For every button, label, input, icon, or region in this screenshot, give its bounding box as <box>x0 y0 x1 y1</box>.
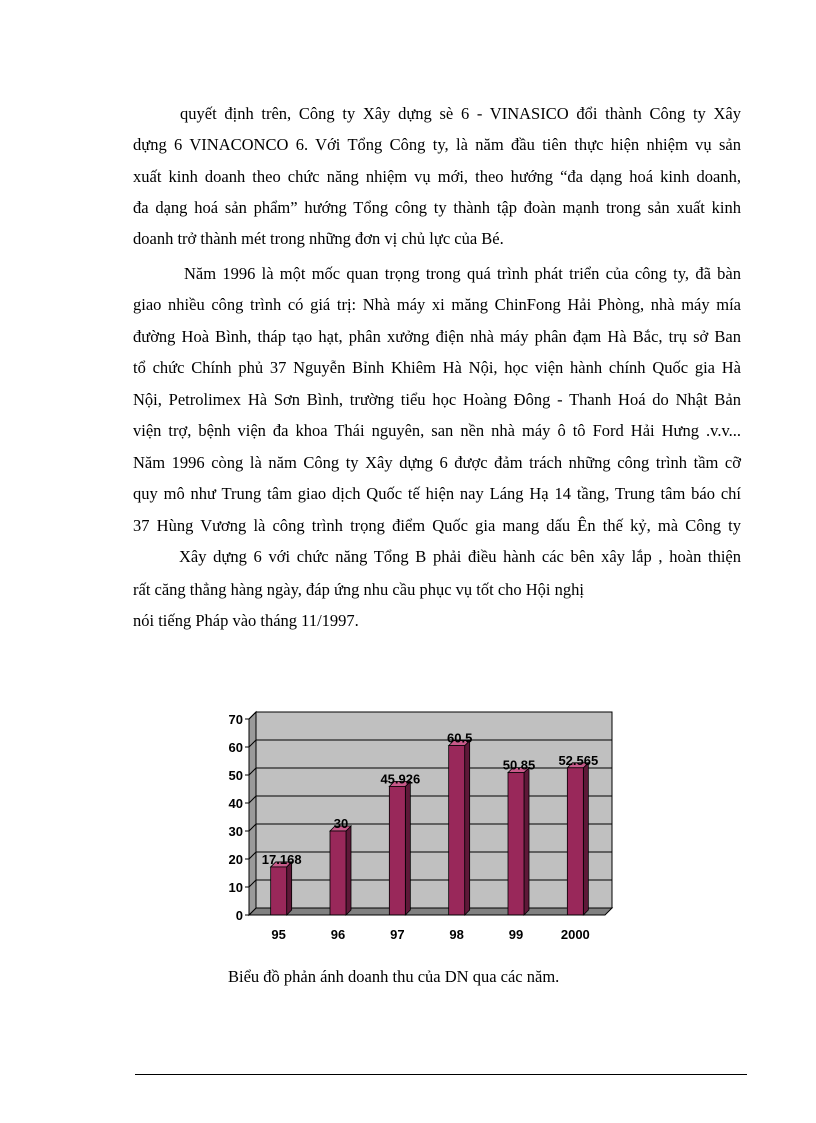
paragraph-line: xuất kinh doanh theo chức năng nhiệm vụ mới, theo hướng “đa dạng hoá kinh doanh, <box>133 167 741 186</box>
paragraph-line: Năm 1996 còng là năm Công ty Xây dựng 6 được đảm trách những công trình tầm cỡ <box>133 453 741 472</box>
x-tick-label: 95 <box>271 927 286 942</box>
paragraph-line: 37 Hùng Vương là công trình trọng điểm Quốc gia mang dấu Ên thế kỷ, mà Công ty <box>133 516 741 535</box>
plot-area <box>249 712 612 915</box>
footer-rule <box>135 1074 747 1075</box>
data-label: 50.85 <box>502 757 536 773</box>
x-axis-tick-labels <box>271 927 589 942</box>
paragraph-line: đường Hoà Bình, tháp tạo hạt, phân xưởng điện nhà máy phân đạm Hà Bắc, trụ sở Ban <box>133 327 741 346</box>
data-label: 60.5 <box>447 730 473 746</box>
paragraph-line: đa dạng hoá sản phẩm” hướng Tổng công ty thành tập đoàn mạnh trong sản xuất kinh <box>133 198 741 217</box>
y-axis-tick-labels <box>229 712 243 923</box>
bar <box>389 781 410 915</box>
paragraph-line: nói tiếng Pháp vào tháng 11/1997. <box>133 611 359 630</box>
paragraph-line: quy mô như Trung tâm giao dịch Quốc tế hiện nay Láng Hạ 14 tầng, Trung tâm báo chí <box>133 484 741 503</box>
y-tick-label: 30 <box>228 824 243 839</box>
paragraph-line: giao nhiều công trình có giá trị: Nhà máy xi măng ChinFong Hải Phòng, nhà máy mía <box>133 295 741 314</box>
plot-background <box>256 712 612 908</box>
x-tick-label: 96 <box>330 927 346 942</box>
paragraph-line: rất căng thẳng hàng ngày, đáp ứng nhu cầu phục vụ tốt cho Hội nghị <box>133 580 584 599</box>
y-tick-label: 20 <box>228 852 243 867</box>
paragraph-line: viện trợ, bệnh viện đa khoa Thái nguyên, san nền nhà máy ô tô Ford Hải Hưng .v.v... <box>133 421 741 440</box>
x-tick-label: 98 <box>449 927 464 942</box>
paragraph-line: Xây dựng 6 với chức năng Tổng B phải điều hành các bên xây lắp , hoàn thiện <box>179 547 741 566</box>
bar <box>567 763 588 915</box>
bar <box>330 826 351 915</box>
bar <box>271 862 292 915</box>
y-tick-label: 10 <box>228 880 243 895</box>
data-label: 52.565 <box>558 752 599 768</box>
bar <box>449 741 470 915</box>
data-label: 30 <box>333 816 349 831</box>
chart-caption: Biểu đồ phản ánh doanh thu của DN qua các năm. <box>228 967 560 986</box>
paragraph-line: Năm 1996 là một mốc quan trọng trong quá trình phát triển của công ty, đã bàn <box>184 264 741 283</box>
bar <box>508 768 529 915</box>
paragraph-line: tổ chức Chính phủ 37 Nguyễn Bỉnh Khiêm Hà Nội, học viện hành chính Quốc gia Hà <box>133 358 741 377</box>
data-label: 45.926 <box>380 771 421 787</box>
plot-side-wall <box>249 712 256 915</box>
paragraph-line: Nội, Petrolimex Hà Sơn Bình, trường tiểu học Hoàng Đông - Thanh Hoá do Nhật Bản <box>133 390 741 409</box>
paragraph-line: dựng 6 VINACONCO 6. Với Tổng Công ty, là năm đầu tiên thực hiện nhiệm vụ sản <box>133 135 741 154</box>
y-tick-label: 70 <box>228 712 243 727</box>
x-tick-label: 2000 <box>560 927 590 942</box>
data-label: 17.168 <box>261 851 302 867</box>
paragraph-line: quyết định trên, Công ty Xây dựng sè 6 - VINASICO đổi thành Công ty Xây <box>180 104 741 123</box>
y-tick-label: 40 <box>228 796 243 811</box>
x-tick-label: 97 <box>390 927 405 942</box>
x-tick-label: 99 <box>508 927 524 942</box>
y-tick-label: 50 <box>228 768 243 783</box>
paragraph-line: doanh trở thành mét trong những đơn vị chủ lực của Bé. <box>133 229 504 248</box>
y-tick-label: 0 <box>235 908 243 923</box>
y-tick-label: 60 <box>228 740 243 755</box>
plot-floor <box>249 908 612 915</box>
